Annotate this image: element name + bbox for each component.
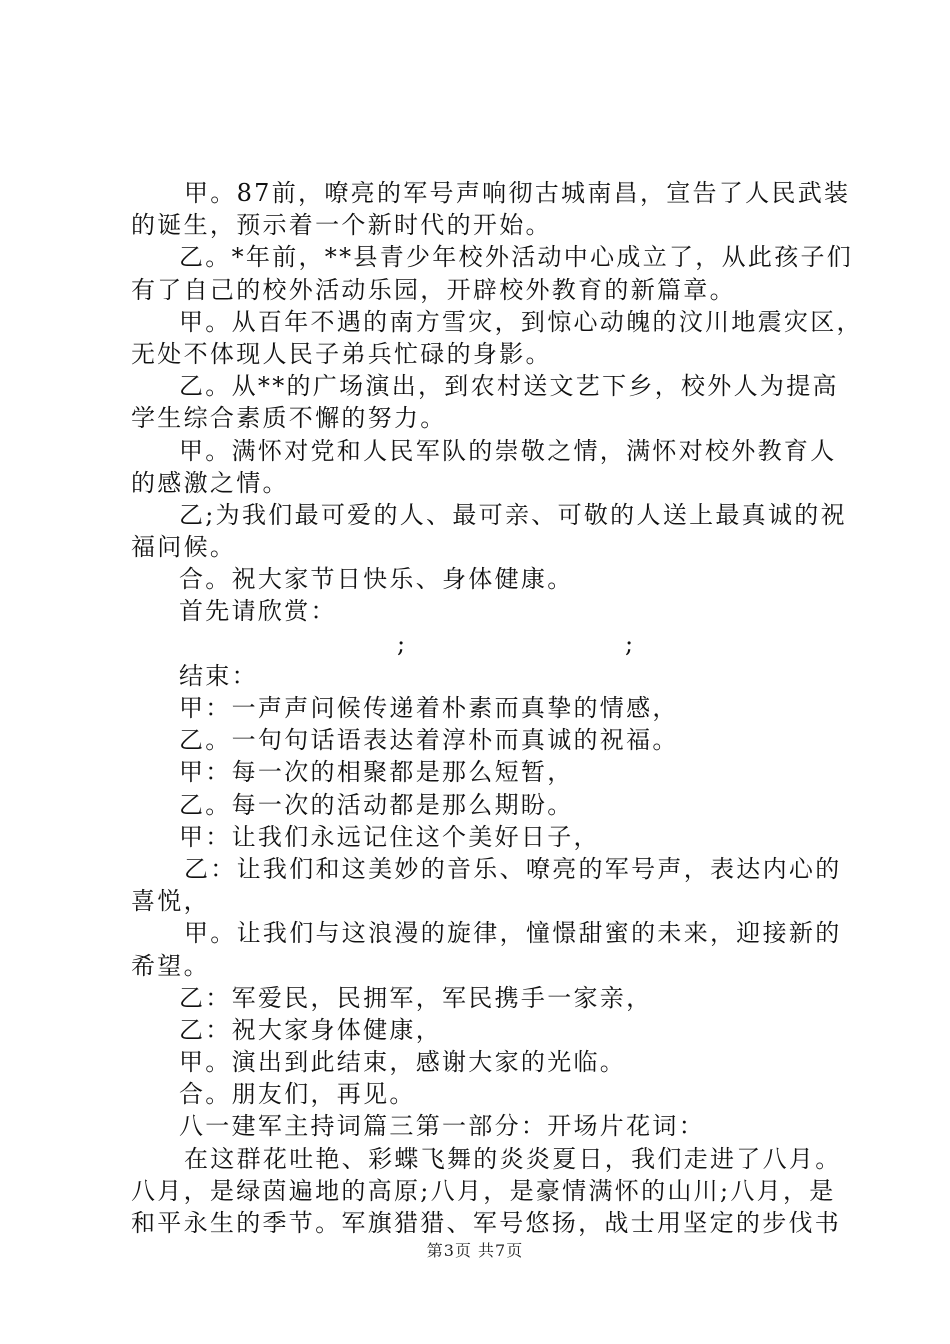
paragraph-line: 甲：一声声问候传递着朴素而真挚的情感， (179, 694, 679, 722)
blank-separator: ; (625, 629, 636, 658)
paragraph-line: 结束： (179, 661, 258, 690)
paragraph-line: 甲。87前，嘹亮的军号声响彻古城南昌，宣告了人民武装 (184, 179, 851, 207)
section-heading: 八一建军主持词篇三第一部分：开场片花词： (179, 1112, 705, 1141)
paragraph-line: 乙。从**的广场演出，到农村送文艺下乡，校外人为提高 (179, 372, 839, 401)
paragraph-line: 乙。每一次的活动都是那么期盼。 (179, 790, 574, 819)
paragraph-line: 乙：祝大家身体健康， (179, 1015, 442, 1044)
paragraph-line: 乙。一句句话语表达着淳朴而真诚的祝福。 (179, 726, 679, 755)
blank-fill-line (131, 628, 831, 660)
paragraph-line: 首先请欣赏： (179, 597, 337, 626)
document-body (131, 177, 863, 1239)
page-number-footer: 第3页 共7页 (426, 1241, 524, 1260)
paragraph-line: 福问候。 (131, 533, 237, 562)
paragraph-line: 八月，是绿茵遍地的高原;八月，是豪情满怀的山川;八月，是 (131, 1176, 836, 1205)
paragraph-line: 乙：军爱民，民拥军，军民携手一家亲， (179, 983, 653, 1012)
paragraph-line: 乙：让我们和这美妙的音乐、嘹亮的军号声，表达内心的 (184, 854, 842, 883)
paragraph-line: 甲：让我们永远记住这个美好日子， (179, 822, 600, 851)
paragraph-line: 学生综合素质不懈的努力。 (131, 404, 447, 433)
paragraph-line: 在这群花吐艳、彩蝶飞舞的炎炎夏日，我们走进了八月。 (184, 1144, 842, 1173)
paragraph-line: 无处不体现人民子弟兵忙碌的身影。 (131, 339, 552, 368)
paragraph-line: 甲。从百年不遇的南方雪灾，到惊心动魄的汶川地震灾区， (179, 307, 863, 336)
paragraph-line: 合。祝大家节日快乐、身体健康。 (179, 565, 574, 594)
blank-separator: ; (397, 629, 408, 658)
paragraph-line: 甲。演出到此结束，感谢大家的光临。 (179, 1048, 627, 1077)
paragraph-line: 希望。 (131, 951, 210, 980)
paragraph-line: 甲。让我们与这浪漫的旋律，憧憬甜蜜的未来，迎接新的 (184, 919, 842, 948)
paragraph-line: 的诞生，预示着一个新时代的开始。 (131, 211, 552, 240)
paragraph-line: 乙。*年前，**县青少年校外活动中心成立了，从此孩子们 (179, 243, 854, 272)
paragraph-line: 甲：每一次的相聚都是那么短暂， (179, 758, 574, 787)
paragraph-line: 乙;为我们最可爱的人、最可亲、可敬的人送上最真诚的祝 (179, 500, 847, 529)
paragraph-line: 合。朋友们，再见。 (179, 1080, 416, 1109)
paragraph-line: 和平永生的季节。军旗猎猎、军号悠扬，战士用坚定的步伐书 (131, 1209, 842, 1237)
paragraph-line: 喜悦， (131, 887, 210, 916)
paragraph-line: 的感激之情。 (131, 468, 289, 497)
paragraph-line: 甲。满怀对党和人民军队的崇敬之情，满怀对校外教育人 (179, 436, 837, 465)
paragraph-line: 有了自己的校外活动乐园，开辟校外教育的新篇章。 (131, 275, 736, 304)
